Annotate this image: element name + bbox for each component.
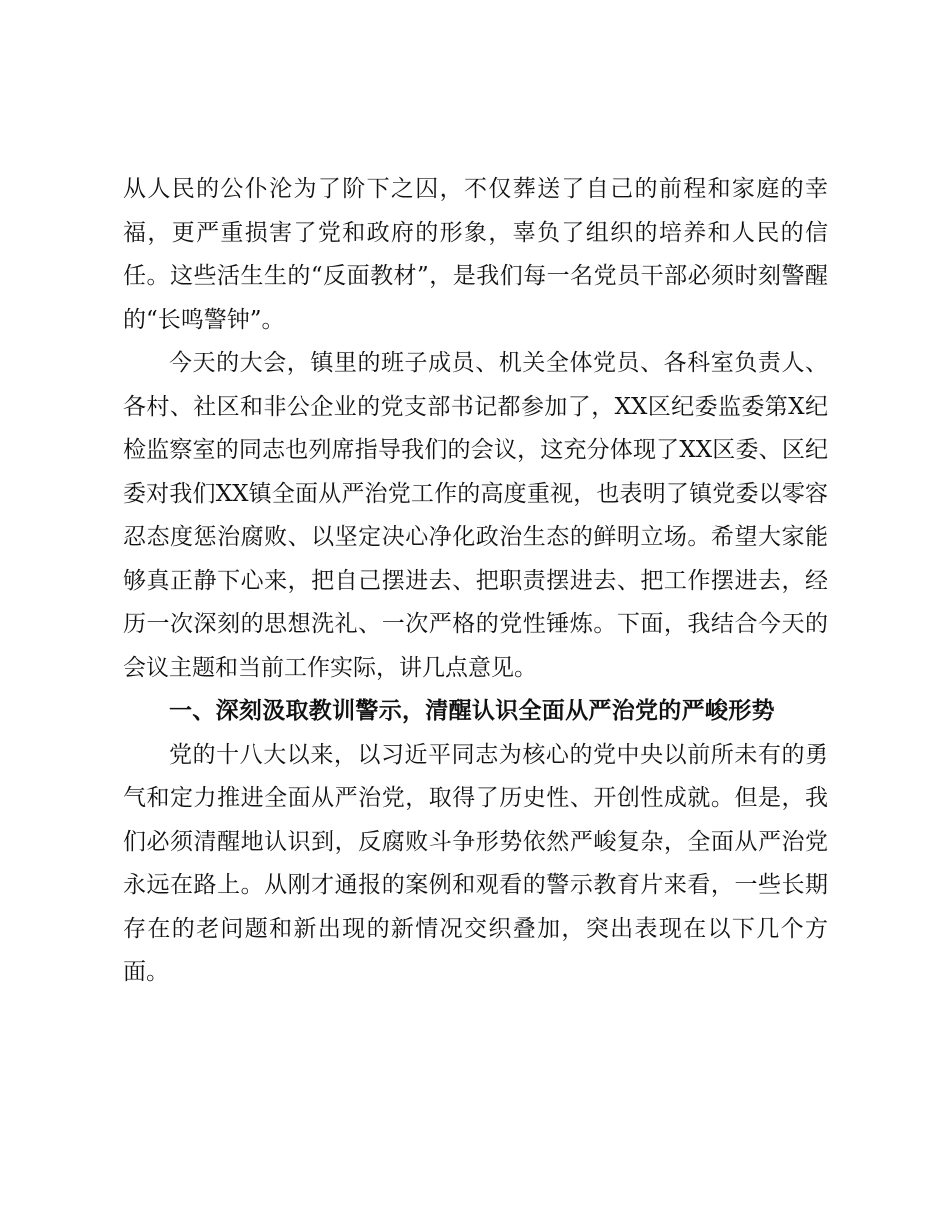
- section-heading-one: 一、深刻汲取教训警示，清醒认识全面从严治党的严峻形势: [169, 698, 775, 724]
- body-paragraph-situation: 党的十八大以来，以习近平同志为核心的党中央以前所未有的勇气和定力推进全面从严治党，取得了历史性、开创性成就。但是，我们必须清醒地认识到，反腐败斗争形势依然严峻复杂，全面从严治党永远在路上。从刚才通报的案例和观看的警示教育片来看，一些长期存在的老问题和新出现的新情况交织叠加，突出表现在以下几个方面。: [123, 741, 828, 985]
- document-body: [123, 168, 828, 995]
- body-paragraph-continued: 从人民的公仆沦为了阶下之囚，不仅葬送了自己的前程和家庭的幸福，更严重损害了党和政府的形象，辜负了组织的培养和人民的信任。这些活生生的“反面教材”，是我们每一名党员干部必须时刻警醒的“长鸣警钟”。: [123, 176, 828, 333]
- body-paragraph-meeting-overview: 今天的大会，镇里的班子成员、机关全体党员、各科室负责人、各村、社区和非公企业的党支部书记都参加了，XX区纪委监委第X纪检监察室的同志也列席指导我们的会议，这充分体现了XX区委、区纪委对我们XX镇全面从严治党工作的高度重视，也表明了镇党委以零容忍态度惩治腐败、以坚定决心净化政治生态的鲜明立场。希望大家能够真正静下心来，把自己摆进去、把职责摆进去、把工作摆进去，经历一次深刻的思想洗礼、一次严格的党性锤炼。下面，我结合今天的会议主题和当前工作实际，讲几点意见。: [123, 350, 828, 681]
